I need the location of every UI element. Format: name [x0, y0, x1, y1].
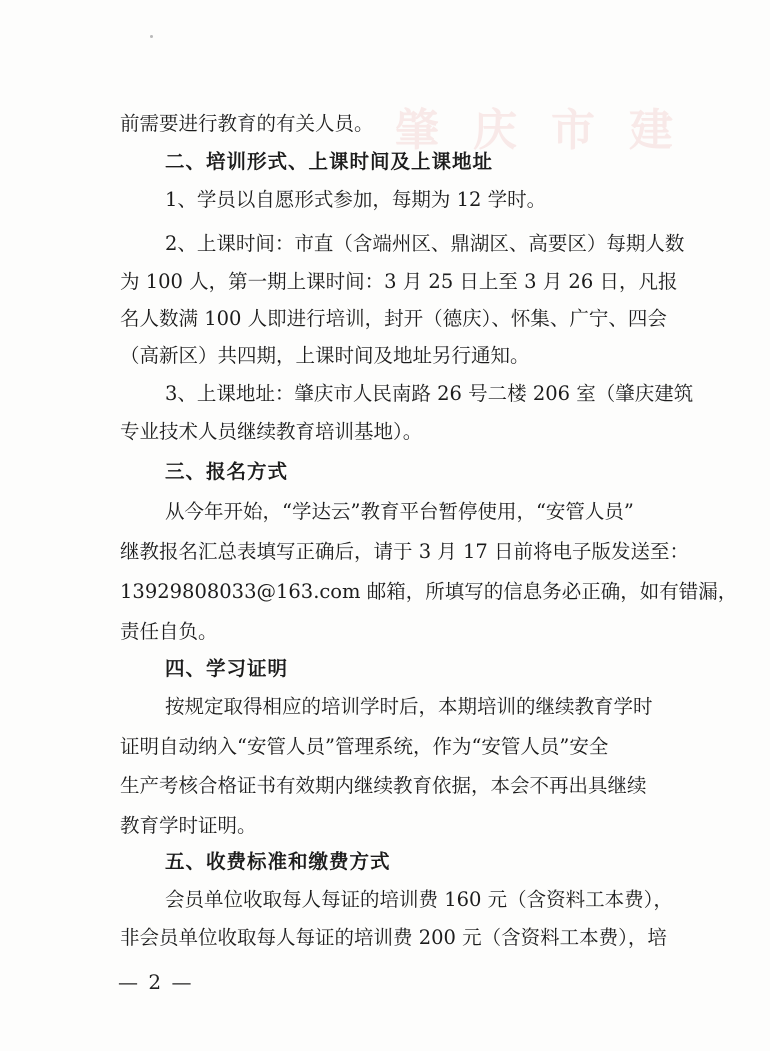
text-line: 名人数满 100 人即进行培训，封开（德庆）、怀集、广宁、四会 [120, 307, 667, 330]
email-line: 13929808033@163.com 邮箱，所填写的信息务必正确，如有错漏， [120, 580, 738, 603]
text-line: 为 100 人，第一期上课时间：3 月 25 日上至 3 月 26 日，凡报 [120, 270, 678, 293]
page-number: — 2 — [118, 970, 194, 994]
text-line: 教育学时证明。 [120, 814, 257, 837]
text-line: 继教报名汇总表填写正确后，请于 3 月 17 日前将电子版发送至： [120, 540, 690, 563]
text-line: 会员单位收取每人每证的培训费 160 元（含资料工本费）， [165, 888, 673, 911]
text-line: 2、上课时间：市直（含端州区、鼎湖区、高要区）每期人数 [165, 232, 685, 255]
text-line: 1、学员以自愿形式参加，每期为 12 学时。 [165, 188, 547, 211]
text-line: 证明自动纳入“安管人员”管理系统，作为“安管人员”安全 [120, 735, 609, 758]
text-line: （高新区）共四期，上课时间及地址另行通知。 [120, 344, 530, 367]
section-heading: 五、收费标准和缴费方式 [165, 850, 391, 873]
section-heading: 二、培训形式、上课时间及上课地址 [165, 150, 494, 173]
text-line: 前需要进行教育的有关人员。 [120, 112, 374, 135]
text-line: 按规定取得相应的培训学时后，本期培训的继续教育学时 [165, 695, 653, 718]
section-heading: 四、学习证明 [165, 657, 289, 680]
text-line: 非会员单位收取每人每证的培训费 200 元（含资料工本费），培 [120, 926, 667, 949]
text-line: 责任自负。 [120, 620, 218, 643]
text-line: 生产考核合格证书有效期内继续教育依据，本会不再出具继续 [120, 774, 647, 797]
section-heading: 三、报名方式 [165, 460, 289, 483]
text-line: 3、上课地址：肇庆市人民南路 26 号二楼 206 室（肇庆建筑 [165, 382, 694, 405]
text-line: 从今年开始，“学达云”教育平台暂停使用，“安管人员” [165, 500, 634, 523]
text-line: 专业技术人员继续教育培训基地）。 [120, 420, 423, 443]
scan-speck [150, 35, 153, 38]
bleed-through-header: 肇庆市建 [395, 105, 707, 156]
